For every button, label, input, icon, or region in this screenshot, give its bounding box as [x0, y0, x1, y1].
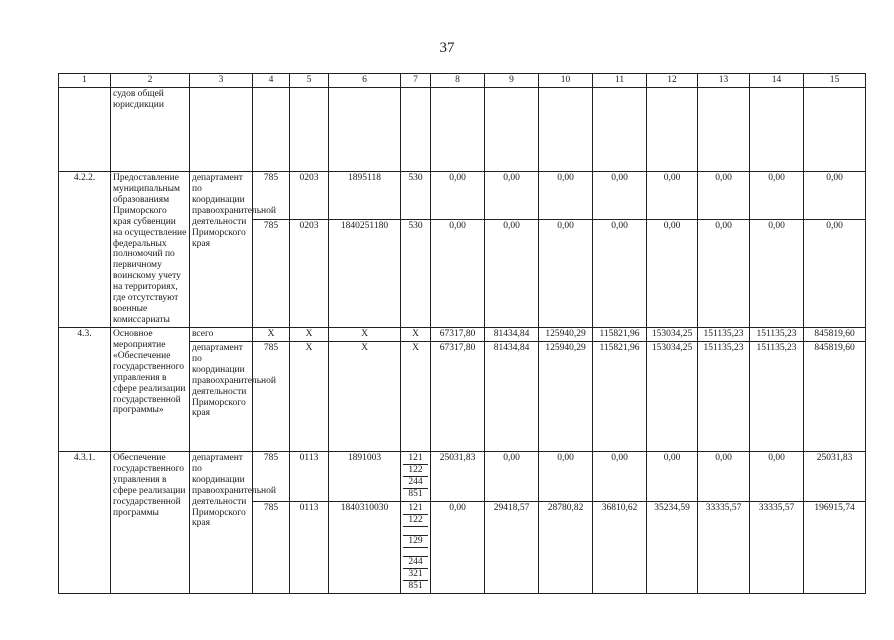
amount-cell: 845819,60: [804, 341, 866, 451]
amount-cell: 196915,74: [804, 501, 866, 593]
row-number: 4.2.2.: [59, 172, 111, 328]
expense-type-list: [401, 501, 431, 593]
amount-cell: 0,00: [431, 172, 485, 220]
expense-type: 129: [403, 536, 428, 548]
row-number: 4.3.1.: [59, 451, 111, 593]
col-header: 6: [329, 74, 401, 88]
amount-cell: 125940,29: [539, 341, 593, 451]
executor: департамент по координации правоохранительной деятельности Приморского края: [190, 341, 253, 451]
measure-name: Предоставление муниципальным образованиям Приморского края субвенции на осуществление федеральных полномочий по первичному воинскому учету на территориях, где отсутствуют военные комиссариаты: [111, 172, 190, 328]
amount-cell: 151135,23: [698, 341, 750, 451]
amount-cell: 151135,23: [750, 328, 804, 342]
expense-type: 244: [403, 557, 428, 569]
amount-cell: 81434,84: [485, 328, 539, 342]
amount-cell: 35234,59: [647, 501, 698, 593]
section-code: X: [290, 341, 329, 451]
amount-cell: 81434,84: [485, 341, 539, 451]
amount-cell: 0,00: [647, 172, 698, 220]
col-header: 11: [593, 74, 647, 88]
executor: департамент по координации правоохранительной деятельности Приморского края: [190, 451, 253, 593]
measure-name: Обеспечение государственного управления в сфере реализации государственной программы: [111, 451, 190, 593]
amount-cell: 0,00: [485, 172, 539, 220]
amount-cell: 0,00: [804, 220, 866, 328]
expense-type: 244: [403, 477, 428, 489]
table-row: [59, 451, 866, 501]
expense-type: 851: [408, 580, 423, 591]
amount-cell: 0,00: [647, 451, 698, 501]
amount-cell: 25031,83: [431, 451, 485, 501]
target-article: 1840251180: [329, 220, 401, 328]
amount-cell: 0,00: [431, 220, 485, 328]
measure-name: Основное мероприятие «Обеспечение государственного управления в сфере реализации государственной программы»: [111, 328, 190, 452]
amount-cell: 0,00: [804, 172, 866, 220]
row-number: 4.3.: [59, 328, 111, 452]
amount-cell: 0,00: [539, 451, 593, 501]
amount-cell: 845819,60: [804, 328, 866, 342]
grbs-code: 785: [253, 451, 290, 501]
amount-cell: 0,00: [647, 220, 698, 328]
budget-table: [58, 73, 866, 594]
grbs-code: 785: [253, 220, 290, 328]
amount-cell: 0,00: [698, 220, 750, 328]
grbs-code: X: [253, 328, 290, 342]
amount-cell: 0,00: [750, 172, 804, 220]
amount-cell: 0,00: [593, 451, 647, 501]
grbs-code: 785: [253, 501, 290, 593]
expense-type: 121: [403, 453, 428, 465]
col-header: 3: [190, 74, 253, 88]
amount-cell: 0,00: [698, 451, 750, 501]
amount-cell: 115821,96: [593, 341, 647, 451]
section-code: 0113: [290, 451, 329, 501]
table-row: [59, 88, 866, 172]
target-article: 1891003: [329, 451, 401, 501]
amount-cell: 0,00: [539, 172, 593, 220]
executor: департамент по координации правоохранительной деятельности Приморского края: [190, 172, 253, 328]
table-row: [59, 328, 866, 342]
col-header: 9: [485, 74, 539, 88]
page-number: 37: [439, 40, 455, 56]
amount-cell: 67317,80: [431, 341, 485, 451]
col-header: 5: [290, 74, 329, 88]
amount-cell: 29418,57: [485, 501, 539, 593]
expense-type: 530: [401, 172, 431, 220]
amount-cell: 0,00: [485, 220, 539, 328]
col-header: 8: [431, 74, 485, 88]
expense-type-gap: [403, 548, 428, 557]
amount-cell: 67317,80: [431, 328, 485, 342]
col-header: 13: [698, 74, 750, 88]
section-code: X: [290, 328, 329, 342]
col-header: 4: [253, 74, 290, 88]
expense-type: X: [401, 341, 431, 451]
expense-type: 851: [408, 488, 423, 499]
amount-cell: 0,00: [431, 501, 485, 593]
amount-cell: 36810,62: [593, 501, 647, 593]
col-header: 2: [111, 74, 190, 88]
section-code: 0203: [290, 220, 329, 328]
amount-cell: 0,00: [539, 220, 593, 328]
expense-type: X: [401, 328, 431, 342]
amount-cell: 0,00: [593, 220, 647, 328]
table-row: [59, 172, 866, 220]
amount-cell: 0,00: [593, 172, 647, 220]
measure-name: судов общей юрисдикции: [111, 88, 190, 172]
col-header: 12: [647, 74, 698, 88]
amount-cell: 125940,29: [539, 328, 593, 342]
col-header: 14: [750, 74, 804, 88]
amount-cell: 0,00: [750, 451, 804, 501]
grbs-code: 785: [253, 172, 290, 220]
expense-type: 122: [403, 465, 428, 477]
amount-cell: 33335,57: [750, 501, 804, 593]
col-header: 1: [59, 74, 111, 88]
col-header: 7: [401, 74, 431, 88]
executor-total: всего: [190, 328, 253, 342]
expense-type-list: [401, 451, 431, 501]
amount-cell: 115821,96: [593, 328, 647, 342]
amount-cell: 0,00: [485, 451, 539, 501]
expense-type: 321: [403, 569, 428, 581]
amount-cell: 33335,57: [698, 501, 750, 593]
amount-cell: 28780,82: [539, 501, 593, 593]
col-header: 10: [539, 74, 593, 88]
amount-cell: 0,00: [750, 220, 804, 328]
expense-type-gap: [403, 527, 428, 536]
section-code: 0113: [290, 501, 329, 593]
target-article: X: [329, 341, 401, 451]
amount-cell: 151135,23: [750, 341, 804, 451]
amount-cell: 25031,83: [804, 451, 866, 501]
amount-cell: 153034,25: [647, 328, 698, 342]
col-header: 15: [804, 74, 866, 88]
expense-type: 122: [403, 515, 428, 527]
expense-type: 121: [403, 503, 428, 515]
grbs-code: 785: [253, 341, 290, 451]
target-article: X: [329, 328, 401, 342]
amount-cell: 0,00: [698, 172, 750, 220]
amount-cell: 153034,25: [647, 341, 698, 451]
target-article: 1840310030: [329, 501, 401, 593]
expense-type: 530: [401, 220, 431, 328]
target-article: 1895118: [329, 172, 401, 220]
column-number-header-row: [59, 74, 866, 88]
section-code: 0203: [290, 172, 329, 220]
amount-cell: 151135,23: [698, 328, 750, 342]
